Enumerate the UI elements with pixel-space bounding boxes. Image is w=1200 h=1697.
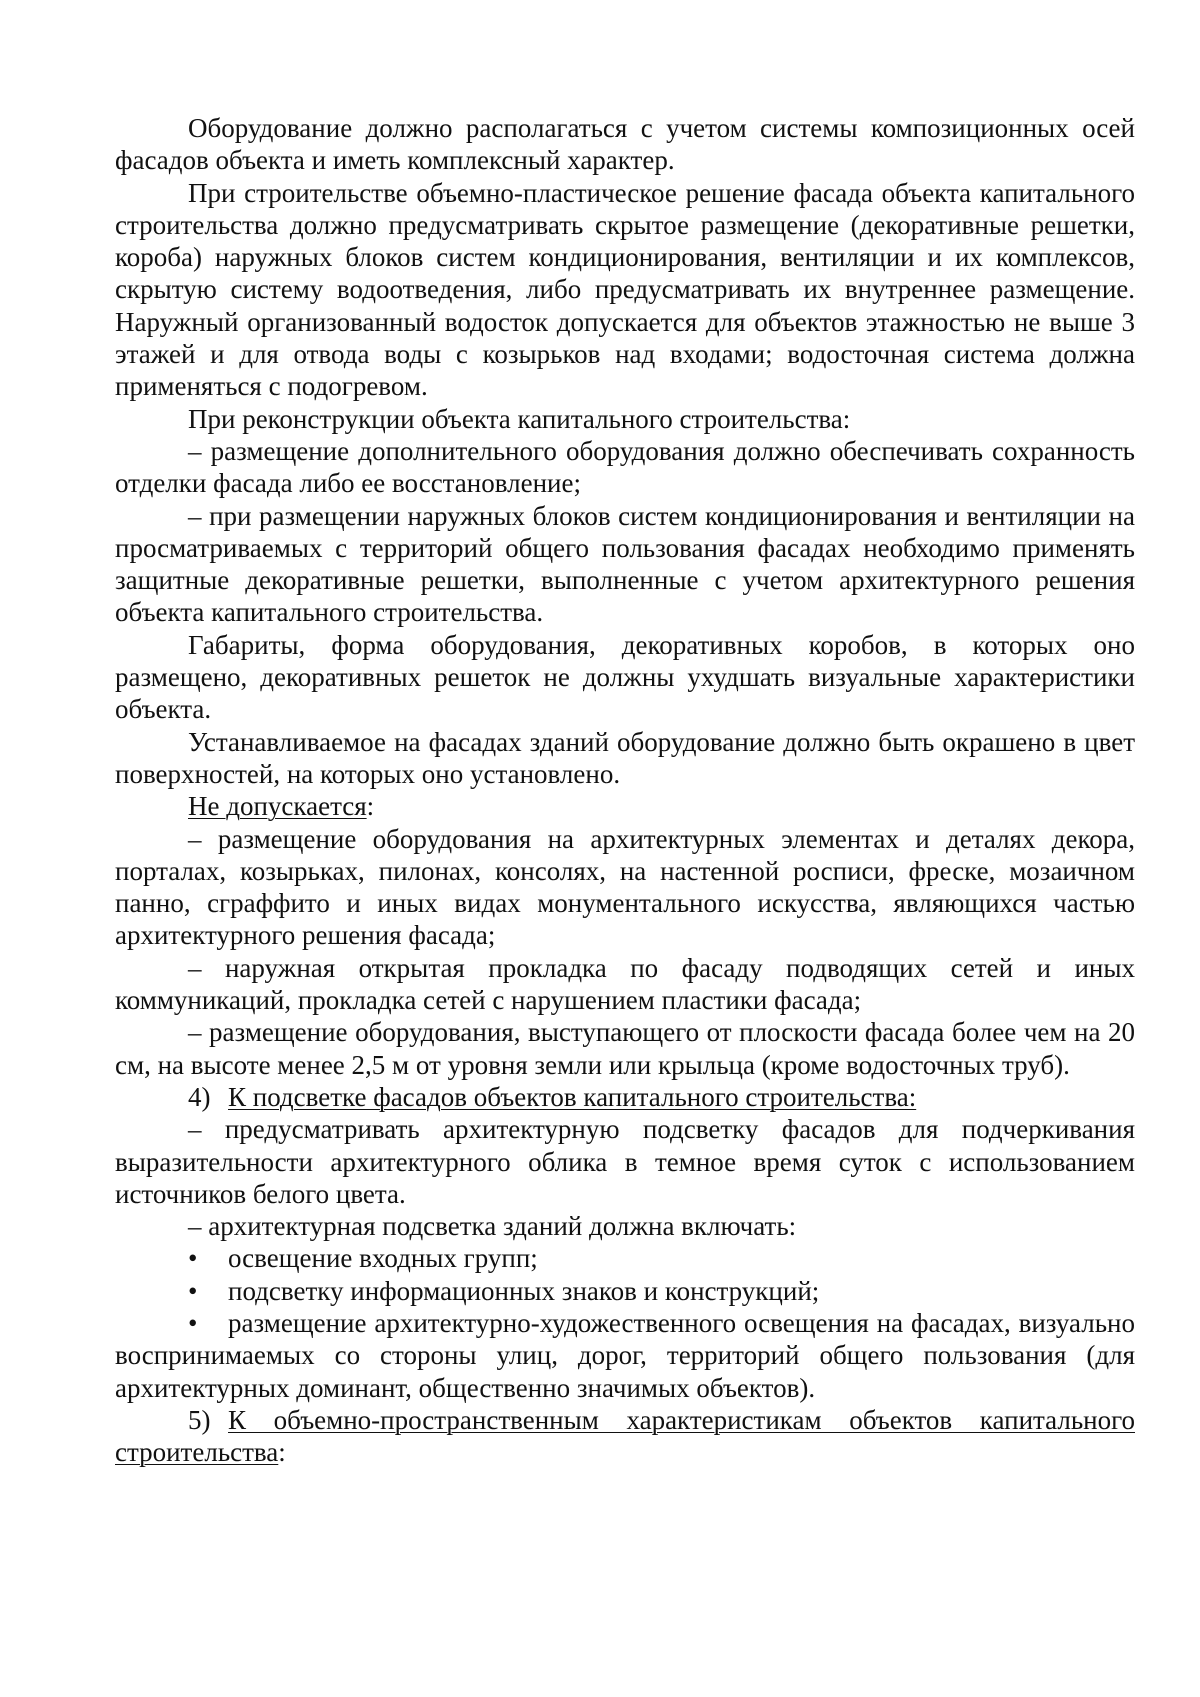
document-page: [115, 112, 1135, 1468]
heading-colon: :: [278, 1437, 286, 1468]
list-item: – при размещении наружных блоков систем кондиционирования и вентиляции на просматриваемых с территорий общего пользования фасадах необходимо применять защитные декоративные решетки, выполненные с учетом архитектурного решения объекта капитального строительства.: [115, 500, 1135, 628]
bullet-text: подсветку информационных знаков и конструкций;: [228, 1275, 820, 1306]
bullet-text: размещение архитектурно-художественного освещения на фасадах, визуально воспринимаемых со стороны улиц, дорог, территорий общего пользования (для архитектурных доминант, общественно значимых объектов).: [115, 1307, 1135, 1403]
bullet-item: [115, 1242, 1135, 1274]
paragraph: При реконструкции объекта капитального строительства:: [188, 403, 851, 434]
list-item: – размещение оборудования на архитектурных элементах и деталях декора, порталах, козырьках, пилонах, консолях, на настенной росписи, фреске, мозаичном панно, сграффито и иных видах монументального искусства, являющихся частью архитектурного решения фасада;: [115, 823, 1135, 951]
list-item: – размещение оборудования, выступающего от плоскости фасада более чем на 20 см, на высоте менее 2,5 м от уровня земли или крыльца (кроме водосточных труб).: [115, 1017, 1135, 1080]
section-heading-5: [115, 1404, 1135, 1469]
section-number: 5): [188, 1404, 211, 1435]
bullet-icon: •: [188, 1275, 198, 1306]
list-item: – размещение дополнительного оборудования должно обеспечивать сохранность отделки фасада либо ее восстановление;: [115, 435, 1135, 499]
section-title: К объемно-пространственным характеристикам объектов капитального строительства: [115, 1404, 1135, 1468]
bullet-item: [115, 1275, 1135, 1307]
bullet-icon: •: [188, 1307, 198, 1338]
bullet-text: освещение входных групп;: [228, 1243, 538, 1274]
section-heading-not-allowed: [115, 790, 1135, 822]
heading-colon: :: [366, 791, 375, 822]
section-heading-4: [115, 1081, 1135, 1113]
bullet-icon: •: [188, 1243, 198, 1274]
bullet-item: [115, 1307, 1135, 1404]
section-title: К подсветке фасадов объектов капитального строительства:: [228, 1081, 917, 1112]
list-item: – наружная открытая прокладка по фасаду подводящих сетей и иных коммуникаций, прокладка сетей с нарушением пластики фасада;: [115, 952, 1135, 1016]
paragraph: Габариты, форма оборудования, декоративных коробов, в которых оно размещено, декоративных решеток не должны ухудшать визуальные характеристики объекта.: [115, 629, 1135, 725]
list-item: – предусматривать архитектурную подсветку фасадов для подчеркивания выразительности архитектурного облика в темное время суток с использованием источников белого цвета.: [115, 1114, 1135, 1209]
list-item: – архитектурная подсветка зданий должна включать:: [188, 1211, 797, 1242]
section-number: 4): [188, 1081, 211, 1112]
underlined-heading: Не допускается: [188, 791, 367, 822]
paragraph: Устанавливаемое на фасадах зданий оборудование должно быть окрашено в цвет поверхностей, на которых оно установлено.: [115, 726, 1135, 789]
paragraph: Оборудование должно располагаться с учетом системы композиционных осей фасадов объекта и иметь комплексный характер.: [115, 113, 1135, 176]
paragraph: При строительстве объемно-пластическое решение фасада объекта капитального строительства должно предусматривать скрытое размещение (декоративные решетки, короба) наружных блоков систем кондиционирования, вентиляции и их комплексов, скрытую систему водоотведения, либо предусматривать их внутреннее размещение. Наружный организованный водосток допускается для объектов этажностью не выше 3 этажей и для отвода воды с козырьков над входами; водосточная система должна применяться с подогревом.: [115, 177, 1135, 402]
